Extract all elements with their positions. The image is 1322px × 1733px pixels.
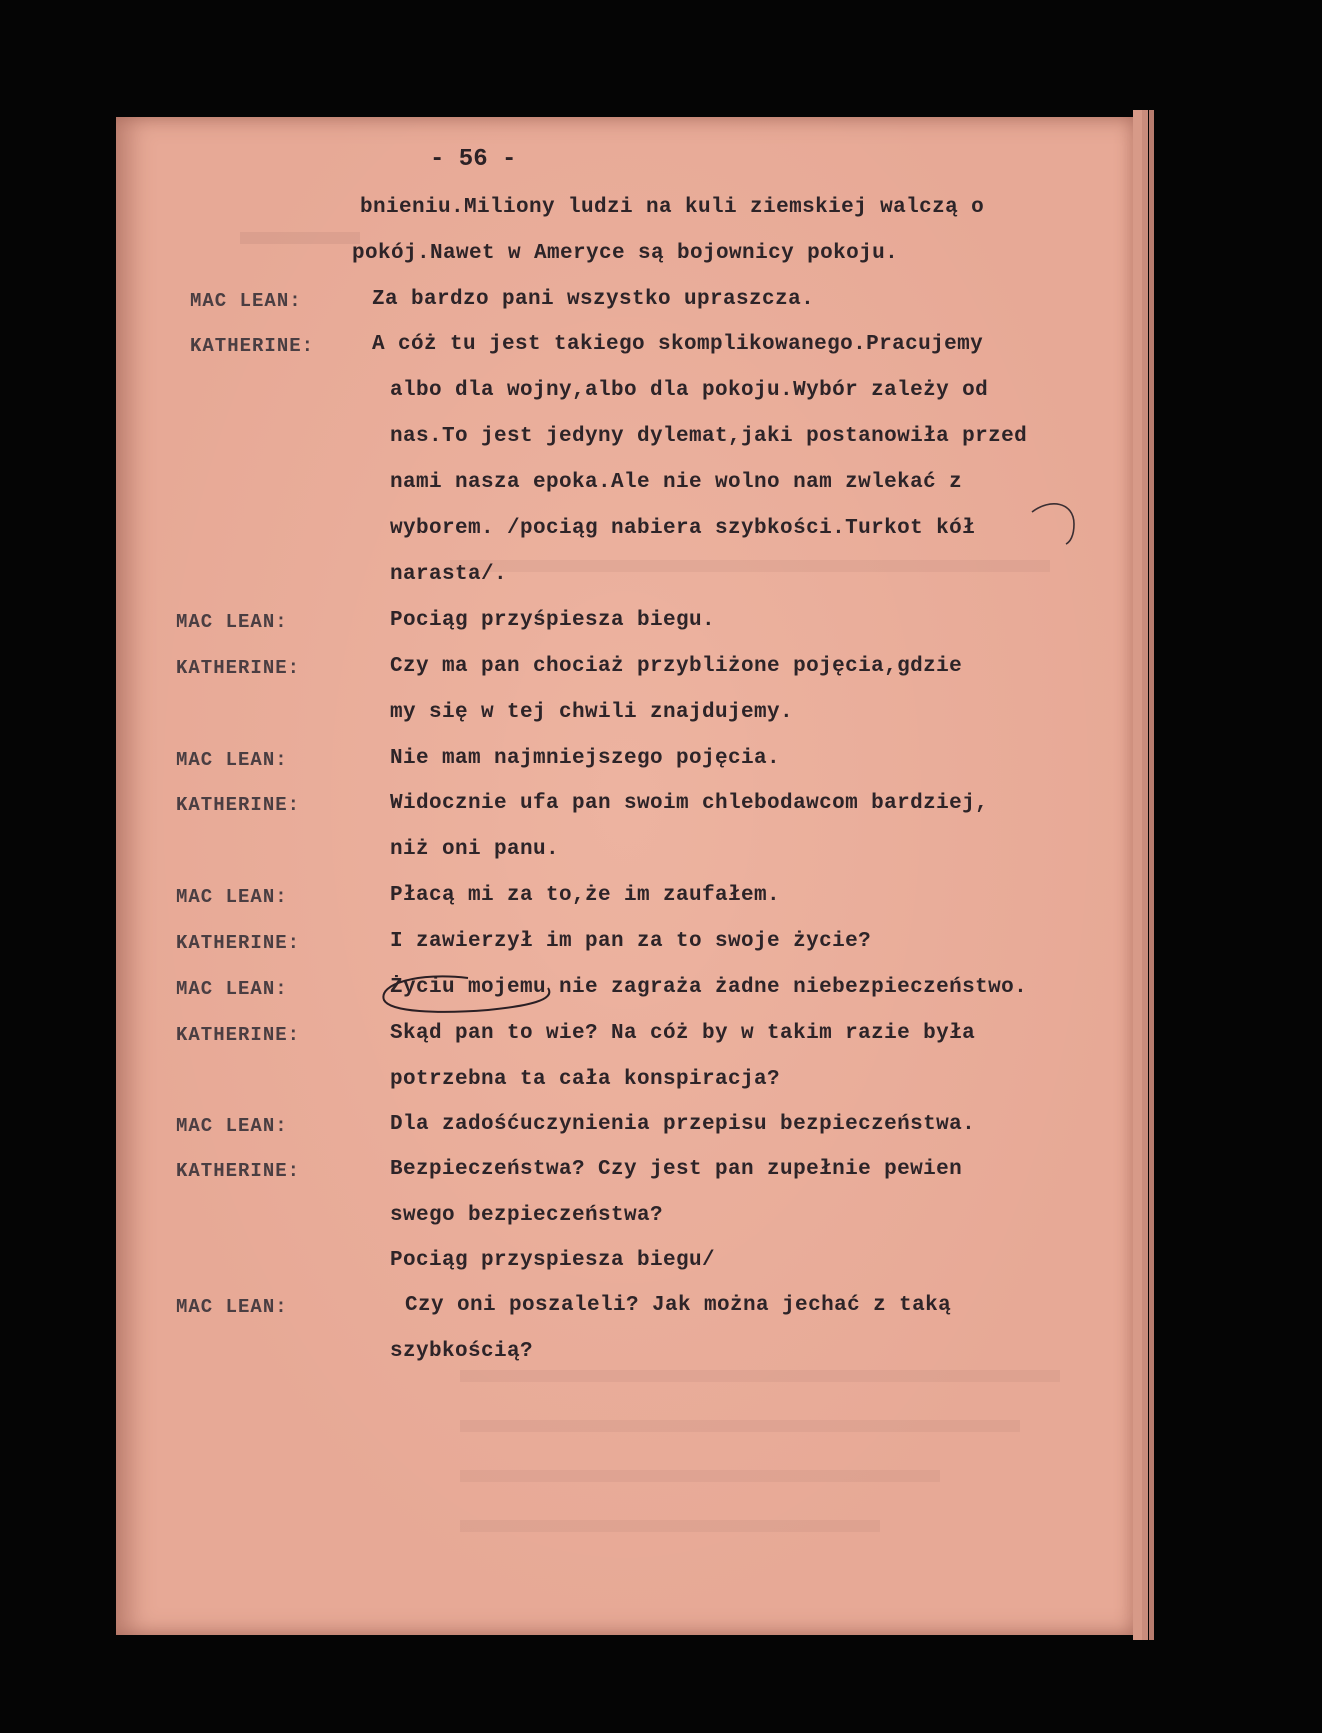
speaker-label: MAC LEAN:	[176, 1296, 288, 1318]
script-line: nami nasza epoka.Ale nie wolno nam zwlekać z	[390, 471, 963, 494]
script-line: Za bardzo pani wszystko upraszcza.	[372, 288, 815, 311]
script-line: niż oni panu.	[390, 838, 560, 861]
speaker-label: KATHERINE:	[190, 335, 315, 357]
speaker-label: MAC LEAN:	[176, 611, 288, 633]
speaker-label: MAC LEAN:	[176, 749, 288, 771]
script-line: albo dla wojny,albo dla pokoju.Wybór zależy od	[390, 379, 989, 402]
script-line: Czy ma pan chociaż przybliżone pojęcia,gdzie	[390, 655, 963, 678]
speaker-label: MAC LEAN:	[176, 1115, 288, 1137]
script-line: swego bezpieczeństwa?	[390, 1204, 664, 1227]
script-line: Nie mam najmniejszego pojęcia.	[390, 747, 781, 770]
script-line: my się w tej chwili znajdujemy.	[390, 701, 794, 724]
show-through-bleed	[240, 232, 360, 244]
handwritten-pen-mark	[1030, 498, 1080, 548]
speaker-label: KATHERINE:	[176, 1160, 301, 1182]
script-line: I zawierzył im pan za to swoje życie?	[390, 930, 872, 953]
script-line: Widocznie ufa pan swoim chlebodawcom bardziej,	[390, 792, 989, 815]
script-line: nas.To jest jedyny dylemat,jaki postanowiła przed	[390, 425, 1028, 448]
script-line: narasta/.	[390, 563, 508, 586]
show-through-bleed	[460, 1420, 1020, 1432]
script-line: Płacą mi za to,że im zaufałem.	[390, 884, 781, 907]
script-line: Skąd pan to wie? Na cóż by w takim razie była	[390, 1022, 976, 1045]
show-through-bleed	[460, 1470, 940, 1482]
script-line: Bezpieczeństwa? Czy jest pan zupełnie pewien	[390, 1158, 963, 1181]
show-through-bleed	[460, 1520, 880, 1532]
page-edge	[1149, 110, 1154, 1640]
script-line: szybkością?	[390, 1340, 534, 1363]
speaker-label: KATHERINE:	[176, 1024, 301, 1046]
speaker-label: MAC LEAN:	[176, 886, 288, 908]
show-through-bleed	[450, 560, 1050, 572]
speaker-label: MAC LEAN:	[176, 978, 288, 1000]
speaker-label: KATHERINE:	[176, 932, 301, 954]
script-line: A cóż tu jest takiego skomplikowanego.Pracujemy	[372, 333, 984, 356]
page-number: - 56 -	[430, 146, 517, 173]
page-edge	[1142, 110, 1148, 1640]
script-line: Życiu mojemu nie zagraża żadne niebezpieczeństwo.	[390, 976, 1028, 999]
script-line: wyborem. /pociąg nabiera szybkości.Turkot kół	[390, 517, 976, 540]
speaker-label: KATHERINE:	[176, 794, 301, 816]
script-line: pokój.Nawet w Ameryce są bojownicy pokoju.	[352, 242, 899, 265]
script-line: Czy oni poszaleli? Jak można jechać z taką	[405, 1294, 952, 1317]
script-line: Dla zadośćuczynienia przepisu bezpieczeństwa.	[390, 1113, 976, 1136]
speaker-label: KATHERINE:	[176, 657, 301, 679]
script-line: bnieniu.Miliony ludzi na kuli ziemskiej walczą o	[360, 196, 985, 219]
script-line: Pociąg przyspiesza biegu/	[390, 1249, 716, 1272]
handwritten-circle-mark	[378, 972, 556, 1016]
script-line: potrzebna ta cała konspiracja?	[390, 1068, 781, 1091]
script-line: Pociąg przyśpiesza biegu.	[390, 609, 716, 632]
speaker-label: MAC LEAN:	[190, 290, 302, 312]
show-through-bleed	[460, 1370, 1060, 1382]
